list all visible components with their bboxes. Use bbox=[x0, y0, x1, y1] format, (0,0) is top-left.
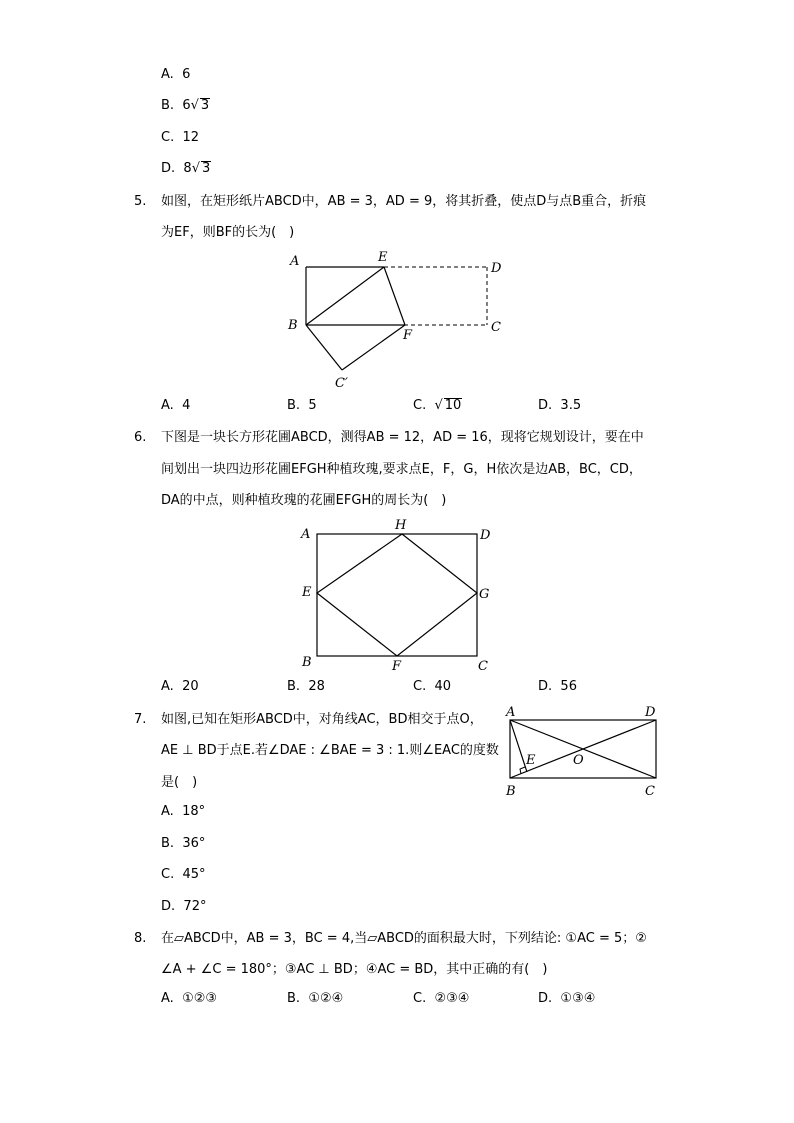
q5-label-c: C bbox=[491, 320, 501, 335]
q7-label-e: E bbox=[526, 753, 536, 768]
q5-label-d: D bbox=[491, 261, 502, 276]
q5-option-a[interactable]: A. 4 bbox=[161, 398, 191, 413]
q7-number: 7. bbox=[134, 712, 147, 727]
q7-option-b[interactable]: B. 36° bbox=[161, 836, 206, 851]
q7-label-d: D bbox=[645, 705, 656, 720]
q5-fold-ef bbox=[384, 267, 405, 325]
q5-text-line1: 如图，在矩形纸片ABCD中，AB = 3，AD = 9，将其折叠，使点D与点B重合，折痕 bbox=[161, 194, 647, 209]
q6-option-c[interactable]: C. 40 bbox=[413, 679, 452, 694]
q5-label-f: F bbox=[403, 328, 413, 343]
q6-label-c: C bbox=[478, 659, 488, 674]
q6-label-f: F bbox=[392, 659, 402, 674]
q4-option-d[interactable]: D. 8√ 3 bbox=[161, 161, 211, 176]
q6-option-b[interactable]: B. 28 bbox=[287, 679, 325, 694]
q8-text-line1: 在▱ABCD中，AB = 3，BC = 4,当▱ABCD的面积最大时，下列结论: ①AC = 5；② bbox=[161, 931, 647, 946]
q8-option-a[interactable]: A. ①②③ bbox=[161, 991, 218, 1006]
sqrt-sign: √ bbox=[434, 398, 443, 413]
q6-label-a: A bbox=[301, 527, 311, 542]
q5-text-line2: 为EF，则BF的长为( ) bbox=[161, 225, 295, 240]
q5-edge-bcp bbox=[306, 325, 342, 370]
q5-label-a: A bbox=[290, 254, 300, 269]
q7-option-a[interactable]: A. 18° bbox=[161, 804, 206, 819]
q6-label-h: H bbox=[395, 518, 407, 533]
q5-figure bbox=[280, 245, 510, 395]
q6-text-line2: 间划出一块四边形花圃EFGH种植玫瑰,要求点E，F，G，H依次是边AB，BC，CD， bbox=[161, 462, 642, 477]
q4-option-a[interactable]: A. 6 bbox=[161, 67, 191, 82]
q6-label-b: B bbox=[302, 655, 312, 670]
q5-option-d[interactable]: D. 3.5 bbox=[538, 398, 582, 413]
sqrt-sign: √ bbox=[191, 161, 200, 176]
q8-option-d[interactable]: D. ①③④ bbox=[538, 991, 596, 1006]
q7-label-a: A bbox=[506, 705, 516, 720]
q4-option-b[interactable]: B. 6√ 3 bbox=[161, 98, 210, 113]
q8-option-b[interactable]: B. ①②④ bbox=[287, 991, 344, 1006]
q4-option-c[interactable]: C. 12 bbox=[161, 130, 200, 145]
q7-figure bbox=[500, 700, 670, 805]
q7-option-d[interactable]: D. 72° bbox=[161, 899, 207, 914]
q7-label-o: O bbox=[573, 753, 584, 768]
q5-label-b: B bbox=[288, 318, 298, 333]
q7-text-line3: 是( ) bbox=[161, 775, 198, 790]
q6-text-line3: DA的中点，则种植玫瑰的花圃EFGH的周长为( ) bbox=[161, 493, 447, 508]
q6-number: 6. bbox=[134, 430, 147, 445]
q8-number: 8. bbox=[134, 931, 147, 946]
q6-label-d: D bbox=[480, 528, 491, 543]
q6-label-g: G bbox=[479, 587, 490, 602]
sqrt-sign: √ bbox=[190, 98, 199, 113]
q6-figure bbox=[295, 518, 500, 678]
q6-text-line1: 下图是一块长方形花圃ABCD，测得AB = 12，AD = 16，现将它规划设计，要在中 bbox=[161, 430, 644, 445]
q5-option-b[interactable]: B. 5 bbox=[287, 398, 317, 413]
q7-text-line1: 如图,已知在矩形ABCD中，对角线AC，BD相交于点O， bbox=[161, 712, 483, 727]
q6-label-e: E bbox=[302, 585, 312, 600]
q5-label-e: E bbox=[378, 250, 388, 265]
q6-rectangle-abcd bbox=[317, 534, 477, 656]
q6-option-d[interactable]: D. 56 bbox=[538, 679, 577, 694]
q7-text-line2: AE ⊥ BD于点E.若∠DAE : ∠BAE = 3 : 1.则∠EAC的度数 bbox=[161, 743, 499, 758]
q7-label-b: B bbox=[506, 784, 516, 799]
q7-option-c[interactable]: C. 45° bbox=[161, 867, 206, 882]
q6-option-a[interactable]: A. 20 bbox=[161, 679, 199, 694]
q8-text-line2: ∠A + ∠C = 180°；③AC ⊥ BD；④AC = BD，其中正确的有( ) bbox=[161, 962, 548, 977]
q7-perpendicular-ae bbox=[510, 720, 527, 772]
q6-quadrilateral-efgh bbox=[317, 534, 477, 656]
q7-label-c: C bbox=[645, 784, 655, 799]
q5-number: 5. bbox=[134, 194, 147, 209]
q8-option-c[interactable]: C. ②③④ bbox=[413, 991, 470, 1006]
q5-option-c[interactable]: C. √ 10 bbox=[413, 398, 462, 413]
q5-edge-cpf bbox=[342, 325, 405, 370]
q5-label-cprime: C′ bbox=[335, 376, 348, 391]
q5-edge-be bbox=[306, 267, 384, 325]
